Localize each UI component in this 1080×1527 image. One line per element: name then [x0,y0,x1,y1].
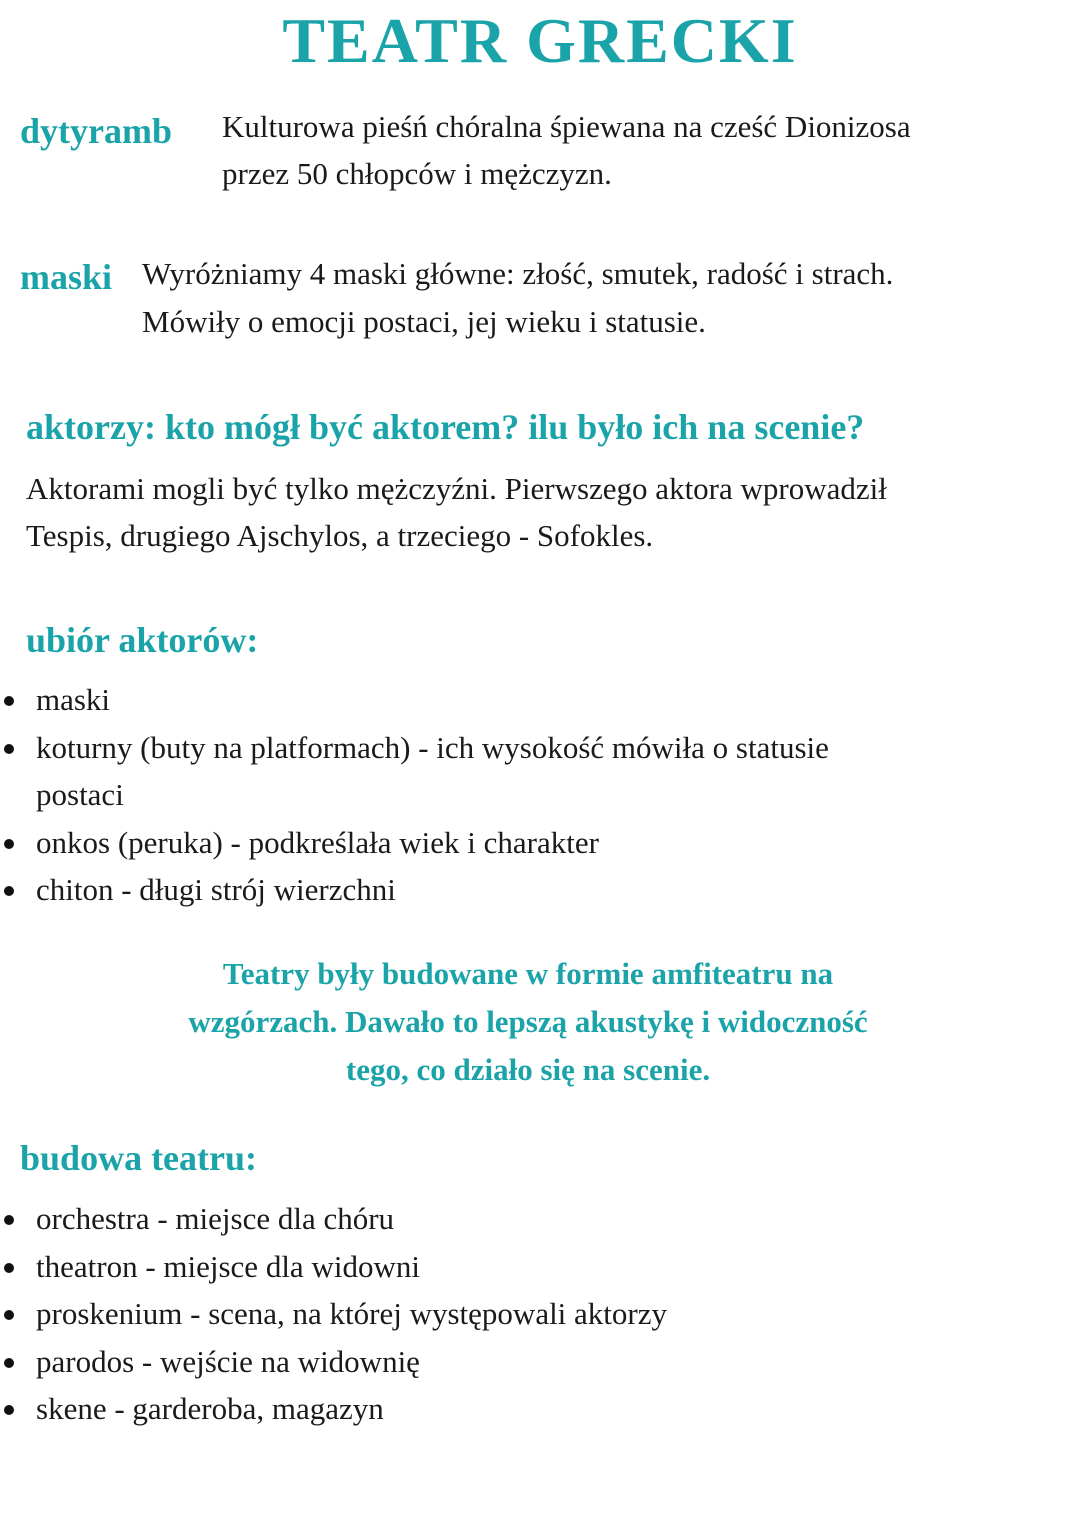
term-dytyramb: dytyramb [20,111,172,151]
note-line2: wzgórzach. Dawało to lepszą akustykę i widoczność [188,1004,868,1039]
list-item: skene - garderoba, magazyn [0,1385,900,1433]
term-maski: maski [20,257,113,297]
costume-list [0,676,880,914]
list-item: proskenium - scena, na której występowali aktorzy [0,1290,900,1338]
aktorzy-text-line1: Aktorami mogli być tylko mężczyźni. Pierwszego aktora wprowadził [26,471,887,506]
aktorzy-text-line2: Tespis, drugiego Ajschylos, a trzeciego - Sofokles. [26,518,654,553]
note-line1: Teatry były budowane w formie amfiteatru na [222,956,834,991]
note-line3: tego, co działo się na scenie. [345,1052,711,1087]
list-item: parodos - wejście na widownię [0,1338,900,1386]
list-item: onkos (peruka) - podkreślała wiek i charakter [0,819,880,867]
page-title: TEATR GRECKI [282,5,798,76]
definition-dytyramb-line2: przez 50 chłopców i mężczyzn. [222,156,612,191]
heading-budowa: budowa teatru: [20,1138,258,1178]
list-item: orchestra - miejsce dla chóru [0,1195,900,1243]
definition-maski-line2: Mówiły o emocji postaci, jej wieku i statusie. [142,304,706,339]
list-item: theatron - miejsce dla widowni [0,1243,900,1291]
heading-ubior: ubiór aktorów: [26,620,259,660]
list-item: maski [0,676,880,724]
list-item: chiton - długi strój wierzchni [0,866,880,914]
list-item: koturny (buty na platformach) - ich wysokość mówiła o statusie postaci [0,724,880,819]
structure-list [0,1195,900,1433]
definition-dytyramb-line1: Kulturowa pieśń chóralna śpiewana na cześć Dionizosa [222,109,911,144]
definition-maski-line1: Wyróżniamy 4 maski główne: złość, smutek, radość i strach. [142,256,894,291]
heading-aktorzy: aktorzy: kto mógł być aktorem? ilu było ich na scenie? [26,407,865,447]
